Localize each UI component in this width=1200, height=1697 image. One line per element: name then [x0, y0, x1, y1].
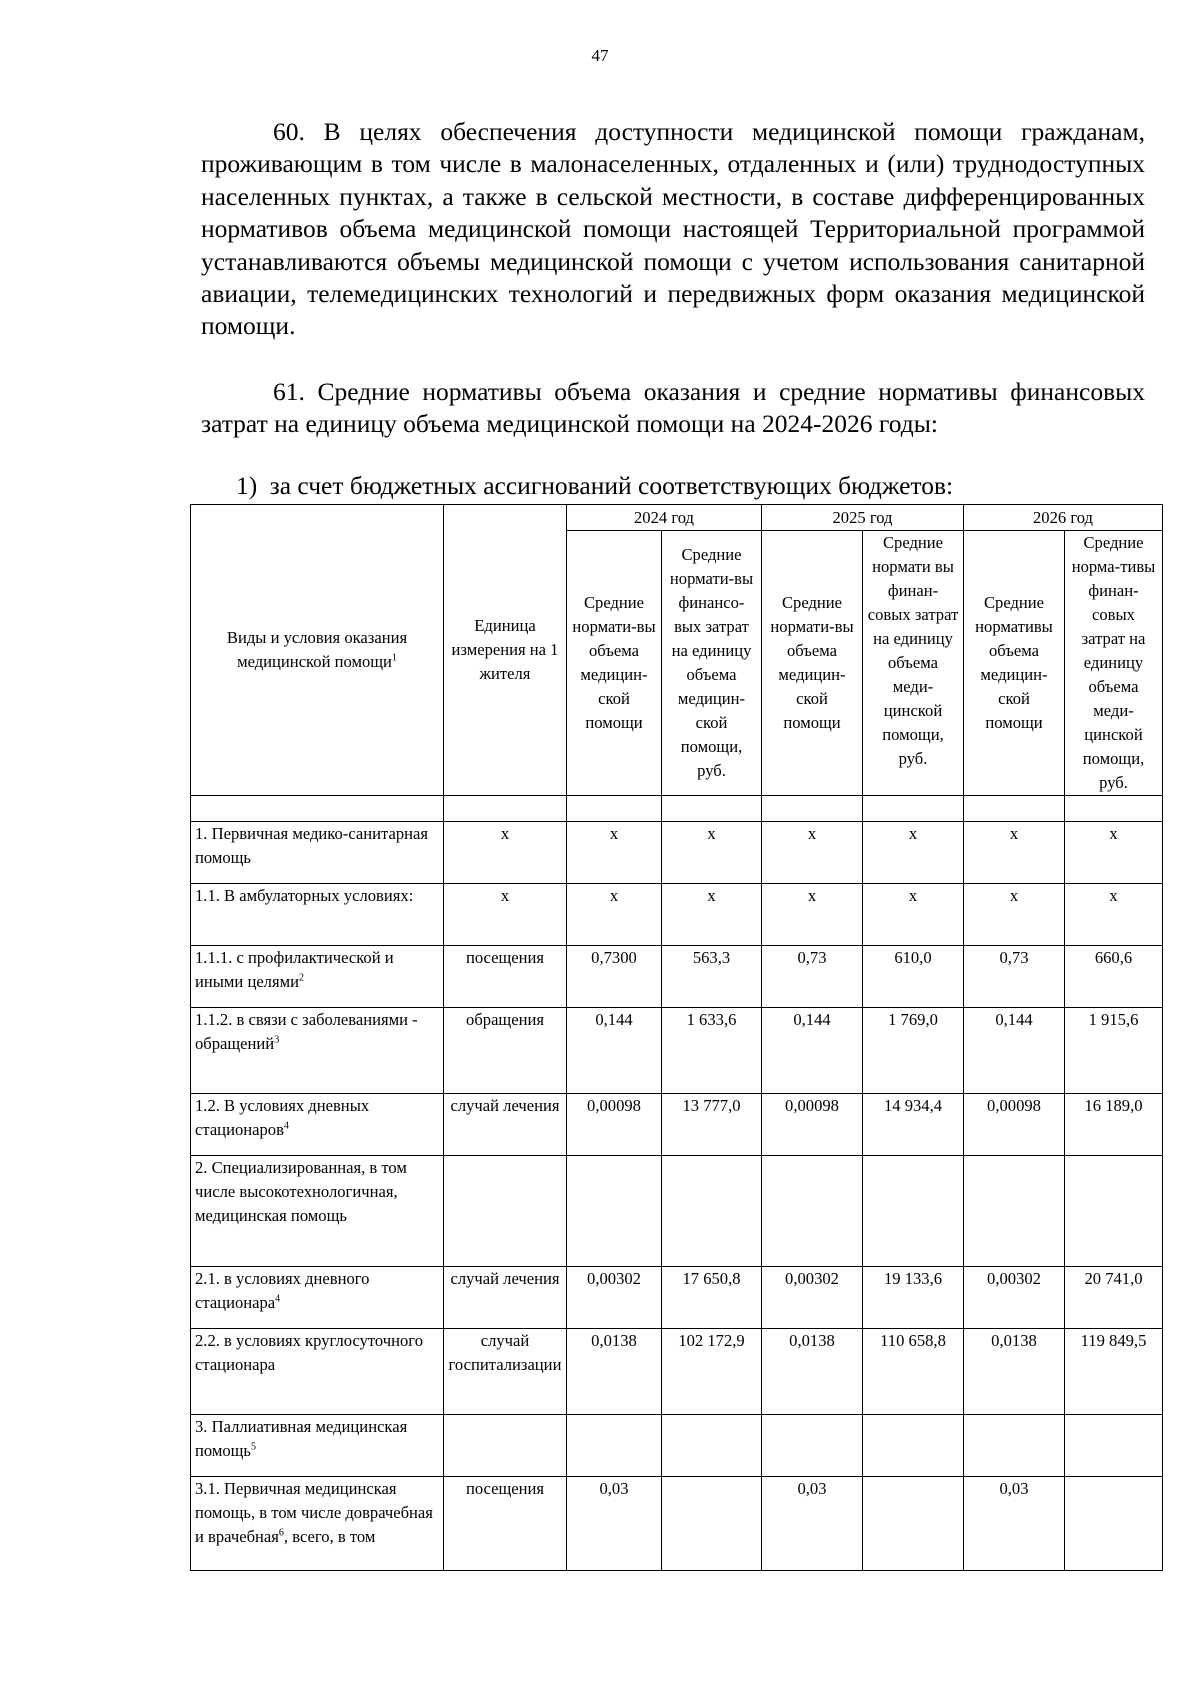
table-row	[191, 1267, 1163, 1329]
row-value-cell: 0,00302	[762, 1267, 863, 1329]
row-value-cell: 563,3	[662, 946, 762, 1008]
table-row	[191, 1477, 1163, 1571]
row-value-cell: 0,03	[762, 1477, 863, 1571]
row-value-cell: 110 658,8	[863, 1329, 964, 1415]
row-footnote-ref: 6	[278, 1527, 284, 1539]
row-unit-cell	[444, 1156, 567, 1267]
table-row	[191, 1008, 1163, 1094]
row-value-cell	[1065, 1477, 1163, 1571]
row-value-cell: х	[567, 884, 662, 946]
row-value-cell: 0,144	[964, 1008, 1065, 1094]
row-value-cell	[762, 1156, 863, 1267]
row-value-cell: х	[863, 822, 964, 884]
row-value-cell: 0,0138	[964, 1329, 1065, 1415]
page-number: 47	[591, 46, 609, 65]
row-unit-cell: случай лечения	[444, 1094, 567, 1156]
row-name: 1.2. В условиях дневных стационаров	[195, 1096, 370, 1139]
row-value-cell: х	[964, 884, 1065, 946]
row-name-cell	[191, 1094, 444, 1156]
row-name-cell	[191, 1267, 444, 1329]
col-header-type	[191, 505, 444, 796]
sub-header-volume-2024: Средние нормати-вы объема медицин-ской помощи	[567, 531, 662, 796]
row-value-cell: 0,0138	[567, 1329, 662, 1415]
row-value-cell: 660,6	[1065, 946, 1163, 1008]
row-value-cell	[662, 1415, 762, 1477]
table-row	[191, 1415, 1163, 1477]
sub-header-cost-2024: Средние нормати-вы финансо-вых затрат на единицу объема медицин-ской помощи, руб.	[662, 531, 762, 796]
row-value-cell: 0,144	[762, 1008, 863, 1094]
year-header-row	[191, 505, 1163, 531]
row-value-cell	[662, 1156, 762, 1267]
paragraph-60	[201, 116, 1145, 343]
sub-header-cost-2026: Средние норма-тивы финан-совых затрат на единицу объема меди-цинской помощи, руб.	[1065, 531, 1163, 796]
row-value-cell: х	[863, 884, 964, 946]
row-name: 2. Специализированная, в том числе высокотехнологичная, медицинская помощь	[195, 1158, 407, 1225]
row-value-cell: х	[964, 822, 1065, 884]
row-value-cell: х	[567, 822, 662, 884]
row-name-cell	[191, 1415, 444, 1477]
row-value-cell: 0,03	[567, 1477, 662, 1571]
spacer-cell	[444, 796, 567, 822]
row-value-cell: 16 189,0	[1065, 1094, 1163, 1156]
col-header-unit: Единица измерения на 1 жителя	[444, 505, 567, 796]
row-value-cell	[964, 1415, 1065, 1477]
row-value-cell: 1 915,6	[1065, 1008, 1163, 1094]
row-name: 3.1. Первичная медицинская помощь, в том числе доврачебная и врачебная	[195, 1479, 433, 1546]
row-name-cell	[191, 884, 444, 946]
year-header-2025: 2025 год	[762, 505, 964, 531]
row-name: 2.1. в условиях дневного стационара	[195, 1269, 370, 1312]
table-row	[191, 884, 1163, 946]
spacer-cell	[567, 796, 662, 822]
row-value-cell: х	[662, 884, 762, 946]
row-unit-cell: посещения	[444, 946, 567, 1008]
row-name: 1. Первичная медико-санитарная помощь	[195, 824, 429, 867]
row-value-cell: 102 172,9	[662, 1329, 762, 1415]
row-value-cell: 0,00098	[567, 1094, 662, 1156]
spacer-cell	[662, 796, 762, 822]
row-value-cell	[1065, 1415, 1163, 1477]
row-value-cell: 0,7300	[567, 946, 662, 1008]
row-value-cell: 1 633,6	[662, 1008, 762, 1094]
row-name-cell	[191, 1477, 444, 1571]
row-footnote-ref: 4	[275, 1293, 281, 1305]
table-row	[191, 1156, 1163, 1267]
col-header-type-text: Виды и условия оказания медицинской помощи	[226, 628, 408, 671]
row-value-cell: х	[1065, 822, 1163, 884]
row-name-cell	[191, 946, 444, 1008]
sub-header-volume-2026: Средние нормативы объема медицин-ской помощи	[964, 531, 1065, 796]
empty-spacer-row	[191, 796, 1163, 822]
paragraph-60-text: 60. В целях обеспечения доступности медицинской помощи гражданам, проживающим в том числе в малонаселенных, отдаленных и (или) труднодоступных населенных пунктах, а также в сельской местности, в составе дифференцированных нормативов объема медицинской помощи настоящей Территориальной программой устанавливаются объемы медицинской помощи с учетом использования санитарной авиации, телемедицинских технологий и передвижных форм оказания медицинской помощи.	[201, 117, 1145, 341]
row-value-cell: 17 650,8	[662, 1267, 762, 1329]
row-name-cell	[191, 822, 444, 884]
row-name-cell	[191, 1329, 444, 1415]
row-value-cell: 0,00302	[964, 1267, 1065, 1329]
row-value-cell	[567, 1415, 662, 1477]
row-name-cell	[191, 1156, 444, 1267]
row-value-cell: 14 934,4	[863, 1094, 964, 1156]
spacer-cell	[762, 796, 863, 822]
row-footnote-ref: 3	[274, 1034, 280, 1046]
row-value-cell: х	[662, 822, 762, 884]
row-name: 1.1. В амбулаторных условиях:	[195, 886, 414, 905]
row-name-cell	[191, 1008, 444, 1094]
row-unit-cell: случай госпитализации	[444, 1329, 567, 1415]
row-value-cell: 0,00098	[964, 1094, 1065, 1156]
row-value-cell: 0,00098	[762, 1094, 863, 1156]
row-value-cell: 0,03	[964, 1477, 1065, 1571]
row-value-cell: 1 769,0	[863, 1008, 964, 1094]
row-value-cell: х	[1065, 884, 1163, 946]
subheading-text: за счет бюджетных ассигнований соответствующих бюджетов:	[269, 471, 954, 500]
row-footnote-ref: 2	[298, 972, 304, 984]
sub-header-volume-2025: Средние нормати-вы объема медицин-ской помощи	[762, 531, 863, 796]
spacer-cell	[191, 796, 444, 822]
subheading	[236, 471, 953, 501]
year-header-2026: 2026 год	[964, 505, 1163, 531]
row-value-cell	[662, 1477, 762, 1571]
sub-header-cost-2025: Средние нормати вы финан-совых затрат на единицу объема меди-цинской помощи, руб.	[863, 531, 964, 796]
row-value-cell: х	[762, 822, 863, 884]
row-name: 1.1.1. с профилактической и иными целями	[195, 948, 394, 991]
row-unit-cell: х	[444, 884, 567, 946]
row-value-cell: 13 777,0	[662, 1094, 762, 1156]
table-row	[191, 822, 1163, 884]
paragraph-61	[201, 376, 1145, 441]
spacer-cell	[964, 796, 1065, 822]
row-value-cell: 20 741,0	[1065, 1267, 1163, 1329]
table-row	[191, 1094, 1163, 1156]
row-value-cell	[964, 1156, 1065, 1267]
row-value-cell: 0,73	[964, 946, 1065, 1008]
row-unit-cell: случай лечения	[444, 1267, 567, 1329]
row-value-cell	[1065, 1156, 1163, 1267]
row-name: 3. Паллиативная медицинская помощь	[195, 1417, 408, 1460]
row-value-cell: 610,0	[863, 946, 964, 1008]
subheading-number: 1)	[236, 471, 258, 500]
row-value-cell: 0,0138	[762, 1329, 863, 1415]
table-row	[191, 1329, 1163, 1415]
col-header-type-footnote: 1	[391, 652, 397, 664]
row-footnote-ref: 4	[283, 1120, 289, 1132]
row-unit-cell: посещения	[444, 1477, 567, 1571]
row-name: 2.2. в условиях круглосуточного стационара	[195, 1331, 424, 1374]
row-value-cell	[863, 1477, 964, 1571]
row-value-cell: 19 133,6	[863, 1267, 964, 1329]
row-value-cell	[863, 1415, 964, 1477]
row-name-tail: , всего, в том	[283, 1527, 376, 1546]
spacer-cell	[1065, 796, 1163, 822]
paragraph-61-text: 61. Средние нормативы объема оказания и средние нормативы финансовых затрат на единицу объема медицинской помощи на 2024-2026 годы:	[201, 377, 1145, 439]
row-footnote-ref: 5	[251, 1441, 257, 1453]
table-row	[191, 946, 1163, 1008]
row-value-cell: 0,144	[567, 1008, 662, 1094]
row-name: 1.1.2. в связи с заболеваниями - обращений	[195, 1010, 418, 1053]
row-value-cell: х	[762, 884, 863, 946]
row-unit-cell: обращения	[444, 1008, 567, 1094]
row-value-cell: 0,73	[762, 946, 863, 1008]
spacer-cell	[863, 796, 964, 822]
row-unit-cell	[444, 1415, 567, 1477]
row-value-cell	[863, 1156, 964, 1267]
row-value-cell	[567, 1156, 662, 1267]
table-body	[191, 822, 1163, 1571]
year-header-2024: 2024 год	[567, 505, 762, 531]
row-value-cell: 0,00302	[567, 1267, 662, 1329]
row-value-cell	[762, 1415, 863, 1477]
row-unit-cell: х	[444, 822, 567, 884]
row-value-cell: 119 849,5	[1065, 1329, 1163, 1415]
norms-table	[190, 504, 1163, 1571]
